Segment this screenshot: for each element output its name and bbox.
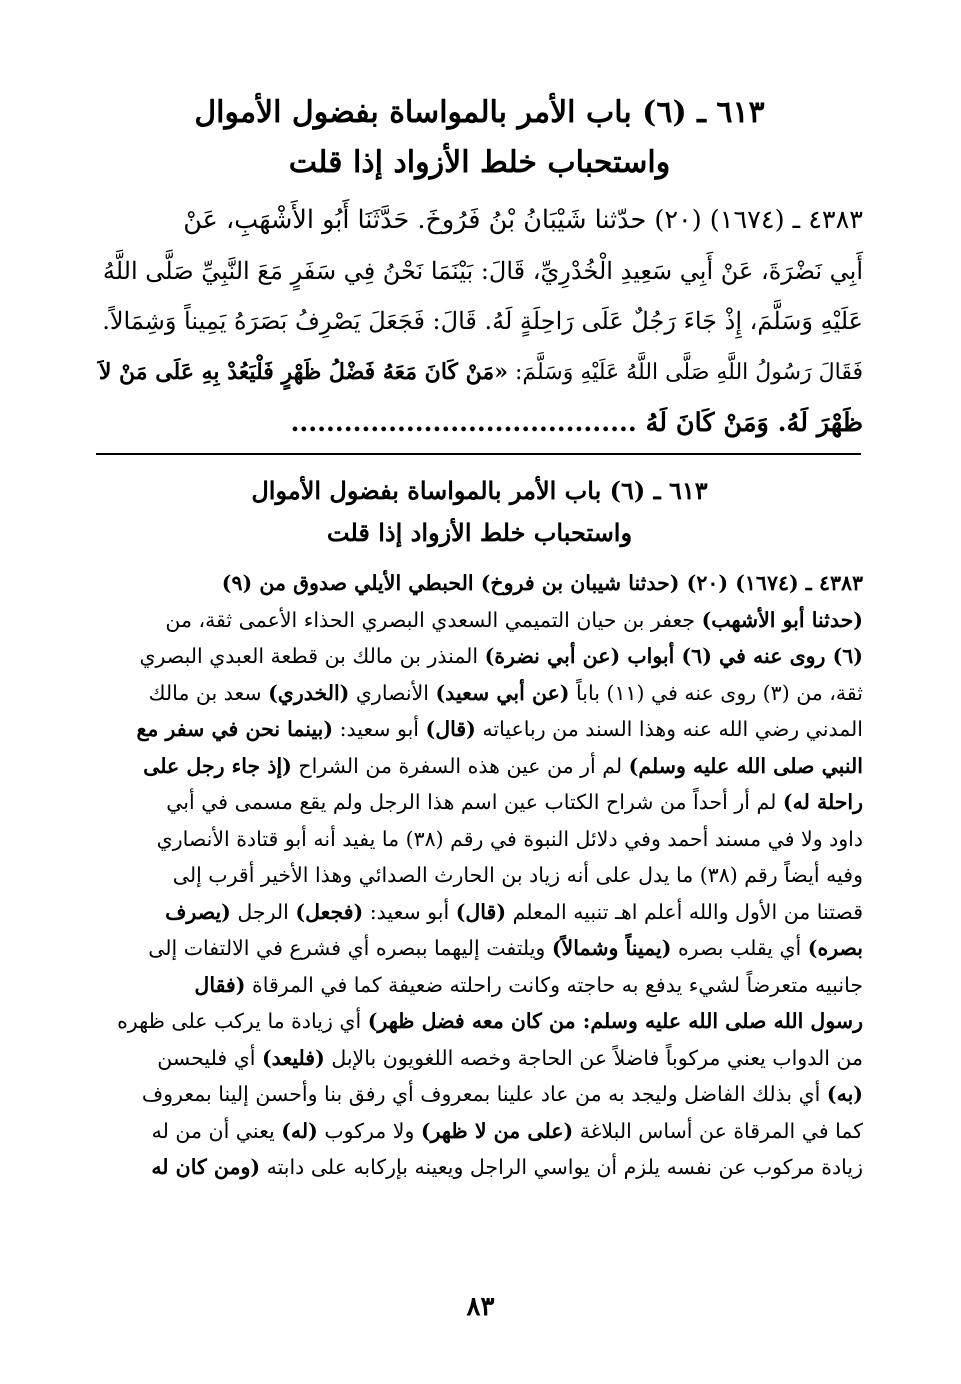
text-segment: المدني رضي الله عنه وهذا السند من رباعياته xyxy=(475,717,863,741)
text-segment: (على من لا ظهر) xyxy=(420,1118,574,1143)
text-segment: «مَنْ كَانَ مَعَهُ فَضْلُ ظَهْرٍ فَلْيَعُدْ بِهِ عَلَى مَنْ لاَ xyxy=(98,358,508,385)
text-segment: قصتنا من الأول والله أعلم اهـ تنبيه المعلم xyxy=(506,899,863,924)
bottom-title-line-2: واستحباب خلط الأزواد إذا قلت xyxy=(326,518,633,547)
text-segment: (يميناً وشمالاً) xyxy=(551,936,672,960)
section-divider xyxy=(96,453,861,455)
text-segment: أبو سعيد: xyxy=(363,899,456,924)
text-segment: يعني أن من له xyxy=(151,1118,282,1143)
text-segment: (ومن كان له xyxy=(151,1155,261,1179)
commentary-line xyxy=(96,565,863,602)
commentary-line xyxy=(96,930,863,967)
hadith-text xyxy=(96,195,863,449)
text-segment: المنذر بن مالك بن قطعة العبدي البصري xyxy=(139,644,485,668)
text-segment: (عن أبي نضرة) xyxy=(484,644,621,668)
commentary-line xyxy=(96,602,863,639)
commentary-line xyxy=(96,1113,863,1150)
text-segment: (٦) روى عنه في (٦) أبواب xyxy=(620,644,863,668)
text-segment: ٤٣٨٣ ـ (١٦٧٤) (٢٠) xyxy=(679,571,863,595)
text-segment: (يصرف xyxy=(165,899,231,924)
text-segment: ٤٣٨٣ ـ (١٦٧٤) (٢٠) حدّثنا شَيْبَانُ بْنُ فَرُوخَ. حَدَّثَنَا أَبُو الأَشْهَبِ، عَنْ xyxy=(183,205,863,235)
text-segment: بصره) xyxy=(807,936,863,960)
text-segment: داود ولا في مسند أحمد وفي دلائل النبوة في رقم (٣٨) ما يفيد أنه أبو قتادة الأنصاري xyxy=(156,826,863,851)
hadith-line xyxy=(96,296,863,347)
commentary-line xyxy=(96,857,863,894)
text-segment: عَلَيْهِ وَسَلَّمَ، إِذْ جَاءَ رَجُلٌ عَلَى رَاحِلَةٍ لَهُ. قَالَ: فَجَعَلَ يَصْرِفُ بَصَرَهُ يَمِيناً وَشِمَالاً. xyxy=(102,307,863,335)
text-segment: النبي صلى الله عليه وسلم) xyxy=(628,753,863,778)
text-segment: جانبيه متعرضاً لشيء يدفع به حاجته وكانت راحلته ضعيفة كما في المرقاة xyxy=(245,972,863,997)
page-number: ٨٣ xyxy=(466,1292,495,1322)
commentary-line xyxy=(96,1040,863,1077)
text-segment: وفيه أيضاً رقم (٣٨) ما يدل على أنه زياد بن الحارث الصدائي وهذا الأخير أقرب إلى xyxy=(172,863,863,887)
commentary-line xyxy=(96,1003,863,1040)
text-segment: ظَهْرَ لَهُ. وَمَنْ كَانَ لَهُ ....................................... xyxy=(290,408,863,438)
text-segment: راحلة له) xyxy=(782,790,863,814)
text-segment: (فجعل) xyxy=(295,899,364,924)
text-segment: ولا مركوب xyxy=(317,1118,421,1143)
hadith-line xyxy=(96,246,863,297)
top-title-line-2: واستحباب خلط الأزواد إذا قلت xyxy=(288,145,671,180)
text-segment: الأنصاري xyxy=(349,680,436,705)
text-segment: فَقَالَ رَسُولُ اللَّهِ صَلَّى اللَّهُ عَلَيْهِ وَسَلَّمَ: xyxy=(507,359,863,385)
bottom-chapter-title xyxy=(96,470,863,554)
commentary-line xyxy=(96,1076,863,1113)
text-segment: رسول الله صلى الله عليه وسلم: من كان معه فضل ظهر) xyxy=(367,1009,863,1033)
commentary-line xyxy=(96,638,863,675)
text-segment: أي يقلب بصره xyxy=(671,936,808,960)
text-segment: أي زيادة ما يركب على ظهره xyxy=(117,1009,368,1033)
text-segment: الحبطي الأيلي صدوق من (٩) xyxy=(221,571,481,595)
commentary-line xyxy=(96,1149,863,1186)
hadith-line xyxy=(96,347,863,399)
commentary-line xyxy=(96,821,863,858)
text-segment: أَبِي نَضْرَةَ، عَنْ أَبِي سَعِيدِ الْخُدْرِيِّ، قَالَ: بَيْنَمَا نَحْنُ فِي سَفَرٍ مَعَ النَّبِيِّ صَلَّى اللَّهُ xyxy=(102,256,863,285)
text-segment: أي فليحسن xyxy=(157,1045,262,1070)
text-segment: (به) xyxy=(826,1082,863,1106)
commentary-line xyxy=(96,711,863,748)
text-segment: لم أر من عين هذه السفرة من الشراح xyxy=(291,753,629,778)
text-segment: (حدثنا شيبان بن فروخ) xyxy=(480,571,680,595)
commentary-line xyxy=(96,675,863,712)
bottom-title-line-1: ٦١٣ ـ (٦) باب الأمر بالمواساة بفضول الأموال xyxy=(251,476,708,505)
text-segment: سعد بن مالك xyxy=(148,680,269,705)
text-segment: لم أر أحداً من شراح الكتاب عين اسم هذا الرجل ولم يقع مسمى في أبي xyxy=(166,790,783,814)
commentary-line xyxy=(96,894,863,931)
commentary-line xyxy=(96,748,863,785)
top-title-line-1: ٦١٣ ـ (٦) باب الأمر بالمواساة بفضول الأموال xyxy=(194,95,765,130)
text-segment: كما في المرقاة عن أساس البلاغة xyxy=(573,1118,863,1143)
text-segment: (عن أبي سعيد) xyxy=(435,680,570,705)
text-segment: (فليعد) xyxy=(261,1045,325,1070)
text-segment: الرجل xyxy=(230,899,296,924)
commentary-text xyxy=(96,565,863,1186)
commentary-line xyxy=(96,967,863,1004)
text-segment: أي بذلك الفاضل وليجد به من عاد علينا بمعروف أي رفق بنا وأحسن إلينا بمعروف xyxy=(141,1082,827,1106)
text-segment: (قال) xyxy=(455,899,507,924)
hadith-line xyxy=(96,195,863,246)
commentary-line xyxy=(96,784,863,821)
text-segment: جعفر بن حيان التميمي السعدي البصري الحذاء الأعمى ثقة، من xyxy=(165,607,702,632)
text-segment: أبو سعيد: xyxy=(333,717,426,741)
text-segment: (حدثنا أبو الأشهب) xyxy=(701,607,863,632)
text-segment: ويلتفت إليهما ببصره أي فشرع في الالتفات إلى xyxy=(148,936,552,960)
text-segment: من الدواب يعني مركوباً فاضلاً عن الحاجة وخصه اللغويون بالإبل xyxy=(324,1045,863,1070)
text-segment: (الخدري) xyxy=(268,680,350,705)
text-segment: (فقال xyxy=(194,972,246,997)
text-segment: زيادة مركوب عن نفسه يلزم أن يواسي الراجل ويعينه بإركابه على دابته xyxy=(260,1155,863,1179)
text-segment: (إذ جاء رجل على xyxy=(143,753,292,778)
text-segment: (قال) xyxy=(425,717,476,741)
top-chapter-title xyxy=(96,88,863,188)
text-segment: ثقة، من (٣) روى عنه في (١١) باباً xyxy=(569,680,863,705)
text-segment: (بينما نحن في سفر مع xyxy=(136,717,334,741)
hadith-line xyxy=(96,398,863,449)
text-segment: (له) xyxy=(281,1118,318,1143)
